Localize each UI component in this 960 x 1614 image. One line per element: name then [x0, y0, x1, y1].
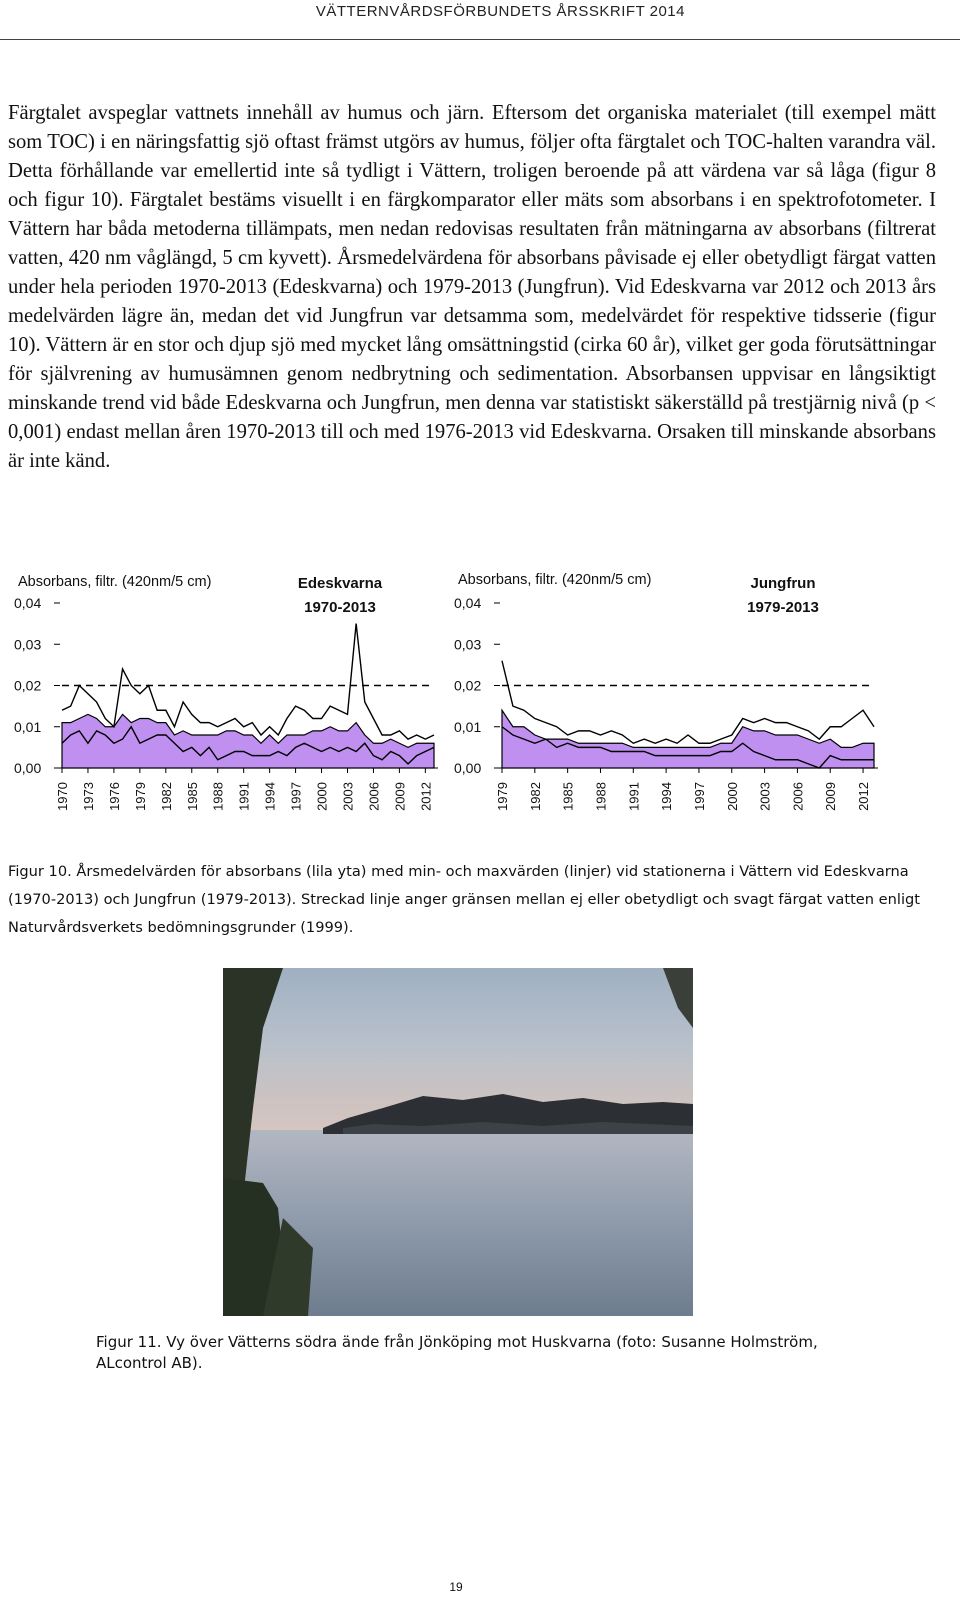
- chart0-y-tick-label: 0,00: [14, 760, 42, 776]
- running-header-title: VÄTTERNVÅRDSFÖRBUNDETS ÅRSSKRIFT 2014: [315, 3, 685, 20]
- chart0-x-tick-label: 2012: [418, 782, 434, 811]
- chart0-x-tick-label: 1970: [55, 782, 70, 811]
- chart1-y-tick-label: 0,04: [454, 595, 482, 611]
- chart0-title-line2: 1970-2013: [304, 599, 376, 616]
- chart0-x-tick-label: 2003: [340, 782, 356, 811]
- chart1-series-max-line: [502, 661, 874, 744]
- figure-11-caption: Figur 11. Vy över Vätterns södra ände från Jönköping mot Huskvarna (foto: Susanne Holmström, ALcontrol AB).: [96, 1333, 818, 1372]
- chart0-x-tick-label: 1991: [236, 782, 252, 811]
- chart-edeskvarna: [0, 570, 450, 830]
- chart0-y-tick-label: 0,04: [14, 595, 42, 611]
- chart1-x-tick-label: 1982: [527, 782, 543, 811]
- chart0-x-tick-label: 1985: [184, 782, 200, 811]
- chart1-title-line2: 1979-2013: [747, 599, 819, 616]
- chart0-x-tick-label: 1997: [288, 782, 304, 811]
- chart-jungfrun-svg: [450, 570, 910, 830]
- lake-photo-image: [223, 968, 693, 1316]
- chart0-x-tick-label: 1979: [132, 782, 148, 811]
- chart1-x-tick-label: 1979: [495, 782, 510, 811]
- chart1-y-axis-title: Absorbans, filtr. (420nm/5 cm): [458, 572, 652, 588]
- lake-photo: [223, 968, 693, 1316]
- chart1-x-tick-label: 2000: [724, 782, 740, 811]
- running-header: [0, 0, 960, 40]
- chart0-x-tick-label: 2009: [392, 782, 408, 811]
- chart0-x-tick-label: 1973: [80, 782, 96, 811]
- chart0-y-axis-title: Absorbans, filtr. (420nm/5 cm): [18, 574, 212, 590]
- chart1-x-tick-label: 1997: [691, 782, 707, 811]
- chart0-title-line1: Edeskvarna: [297, 575, 383, 592]
- chart1-x-tick-label: 2006: [790, 782, 806, 811]
- chart0-x-tick-label: 1994: [262, 782, 278, 811]
- chart1-x-tick-label: 1991: [626, 782, 642, 811]
- chart0-x-tick-label: 1988: [210, 782, 226, 811]
- chart0-y-tick-label: 0,02: [14, 677, 42, 694]
- chart1-x-tick-label: 2009: [823, 782, 839, 811]
- chart1-y-tick-label: 0,00: [454, 760, 482, 776]
- chart1-x-tick-label: 1994: [659, 782, 675, 811]
- figure-10-caption: Figur 10. Årsmedelvärden för absorbans (lila yta) med min- och maxvärden (linjer) vid stationerna i Vättern vid Edeskvarna (1970-2013) och Jungfrun (1979-2013). Streckad linje anger gränsen mellan ej eller obetydligt och svagt färgat vatten enligt Naturvårdsverkets bedömningsgrunder (1999).: [8, 863, 920, 936]
- chart1-x-tick-label: 2012: [856, 782, 872, 811]
- chart0-x-tick-label: 2006: [366, 782, 382, 811]
- chart-jungfrun: [450, 570, 910, 830]
- chart0-x-tick-label: 1976: [106, 782, 122, 811]
- chart1-x-tick-label: 1988: [593, 782, 609, 811]
- chart0-y-tick-label: 0,01: [14, 718, 42, 735]
- chart-edeskvarna-svg: [0, 570, 450, 830]
- chart0-x-tick-label: 2000: [314, 782, 330, 811]
- chart1-x-tick-label: 1985: [560, 782, 576, 811]
- header-rule: [0, 39, 960, 40]
- chart1-y-tick-label: 0,01: [454, 718, 482, 735]
- chart1-y-tick-label: 0,03: [454, 636, 482, 653]
- page-number: 19: [449, 1580, 463, 1594]
- chart1-x-tick-label: 2003: [757, 782, 773, 811]
- body-paragraph: Färgtalet avspeglar vattnets innehåll av humus och järn. Eftersom det organiska materialet (till exempel mätt som TOC) i en näringsfattig sjö oftast främst utgörs av humus, följer ofta färgtalet och TOC-halten varandra väl. Detta förhållande var emellertid inte så tydligt i Vättern, troligen beroende på att värdena var så låga (figur 8 och figur 10). Färgtalet bestäms visuellt i en färgkomparator eller mäts som absorbans i en spektrofotometer. I Vättern har båda metoderna tillämpats, men nedan redovisas resultaten från mätningarna av absorbans (filtrerat vatten, 420 nm våglängd, 5 cm kyvett). Årsmedelvärdena för absorbans påvisade ej eller obetydligt färgat vatten under hela perioden 1970-2013 (Edeskvarna) och 1979-2013 (Jungfrun). Vid Edeskvarna var 2012 och 2013 års medelvärden lägre än, medan det vid Jungfrun var detsamma som, medelvärdet för respektive tidsserie (figur 10). Vättern är en stor och djup sjö med mycket lång omsättningstid (cirka 60 år), vilket ger goda förutsättningar för självrening av humusämnen genom nedbrytning och sedimentation. Absorbansen uppvisar en långsiktigt minskande trend vid både Edeskvarna och Jungfrun, men denna var statistiskt säkerställd på trestjärnig nivå (p < 0,001) endast mellan åren 1970-2013 till och med 1976-2013 vid Edeskvarna. Orsaken till minskande absorbans är inte känd.: [8, 102, 936, 472]
- chart0-x-tick-label: 1982: [158, 782, 174, 811]
- chart1-title-line1: Jungfrun: [750, 575, 816, 592]
- chart1-y-tick-label: 0,02: [454, 677, 482, 694]
- chart0-y-tick-label: 0,03: [14, 636, 42, 653]
